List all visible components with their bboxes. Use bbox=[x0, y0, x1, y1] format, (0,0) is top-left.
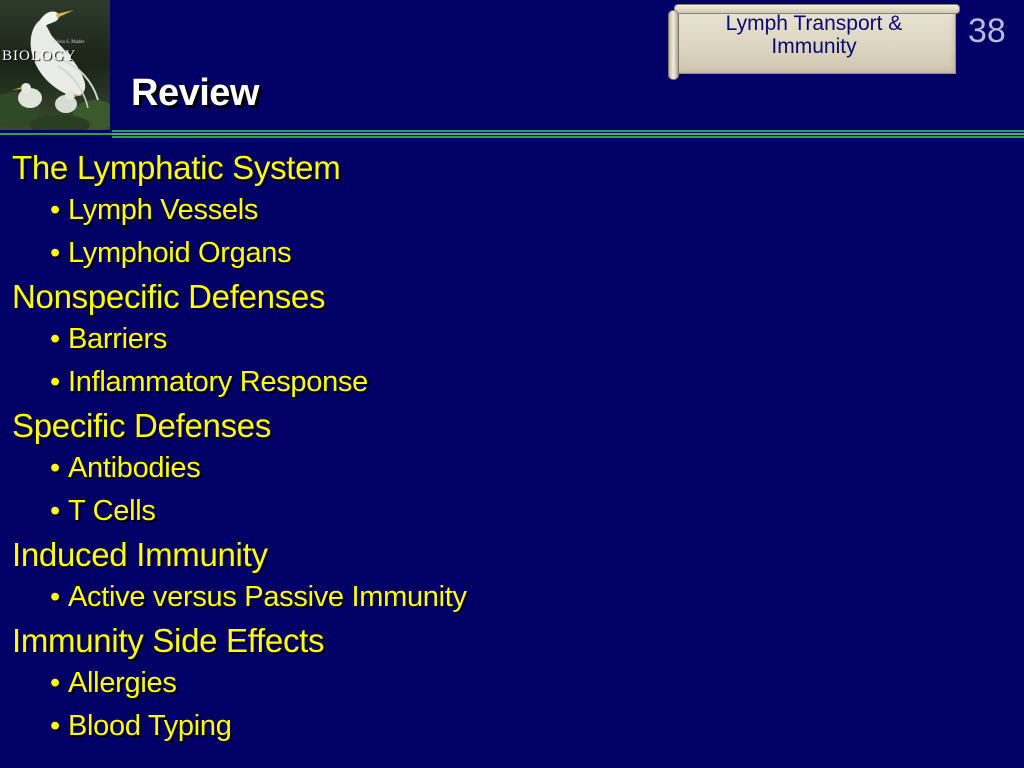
bullet-icon: • bbox=[50, 581, 60, 613]
bullet-icon: • bbox=[50, 194, 60, 226]
outline-topic: Immunity Side Effects bbox=[12, 622, 325, 659]
bullet-icon: • bbox=[50, 237, 60, 269]
cover-title: BIOLOGY bbox=[2, 48, 77, 64]
outline-subitem bbox=[12, 447, 467, 490]
outline-subitem-label: Lymph Vessels bbox=[68, 194, 259, 226]
section-scroll-banner bbox=[668, 4, 958, 76]
bullet-icon: • bbox=[50, 452, 60, 484]
divider-left bbox=[0, 133, 112, 135]
outline-topic: Induced Immunity bbox=[12, 536, 268, 573]
outline-topic: Specific Defenses bbox=[12, 407, 272, 444]
outline-subitem-label: Inflammatory Response bbox=[68, 366, 368, 398]
outline-topic: The Lymphatic System bbox=[12, 149, 341, 186]
outline-subitem-label: Blood Typing bbox=[68, 710, 232, 742]
outline-subitem bbox=[12, 662, 467, 705]
outline-topic: Nonspecific Defenses bbox=[12, 278, 326, 315]
outline-subitem bbox=[12, 318, 467, 361]
slide-title: Review bbox=[131, 72, 259, 114]
book-cover-image bbox=[0, 0, 110, 130]
divider-band bbox=[112, 133, 1024, 135]
outline-subitem bbox=[12, 490, 467, 533]
review-outline bbox=[12, 146, 467, 748]
outline-subitem-label: Lymphoid Organs bbox=[68, 237, 292, 269]
outline-subitem-label: Allergies bbox=[68, 667, 177, 699]
divider-band bbox=[112, 136, 1024, 138]
outline-subitem-label: Antibodies bbox=[68, 452, 201, 484]
bullet-icon: • bbox=[50, 495, 60, 527]
bullet-icon: • bbox=[50, 366, 60, 398]
divider-band bbox=[112, 130, 1024, 132]
outline-subitem-label: T Cells bbox=[68, 495, 156, 527]
outline-subitem bbox=[12, 189, 467, 232]
egret-photo-icon bbox=[0, 0, 110, 130]
outline-subitem bbox=[12, 576, 467, 619]
outline-subitem-label: Active versus Passive Immunity bbox=[68, 581, 467, 613]
section-title bbox=[678, 12, 950, 58]
page-number: 38 bbox=[968, 12, 1006, 50]
outline-subitem bbox=[12, 232, 467, 275]
section-title-line-1: Lymph Transport & bbox=[725, 12, 903, 35]
bullet-icon: • bbox=[50, 667, 60, 699]
outline-subitem bbox=[12, 361, 467, 404]
outline-subitem bbox=[12, 705, 467, 748]
title-divider bbox=[112, 130, 1024, 138]
outline-subitem-label: Barriers bbox=[68, 323, 168, 355]
cover-author: Sylvia S. Mader bbox=[52, 40, 85, 45]
section-title-line-2: Immunity bbox=[771, 35, 857, 58]
bullet-icon: • bbox=[50, 710, 60, 742]
bullet-icon: • bbox=[50, 323, 60, 355]
